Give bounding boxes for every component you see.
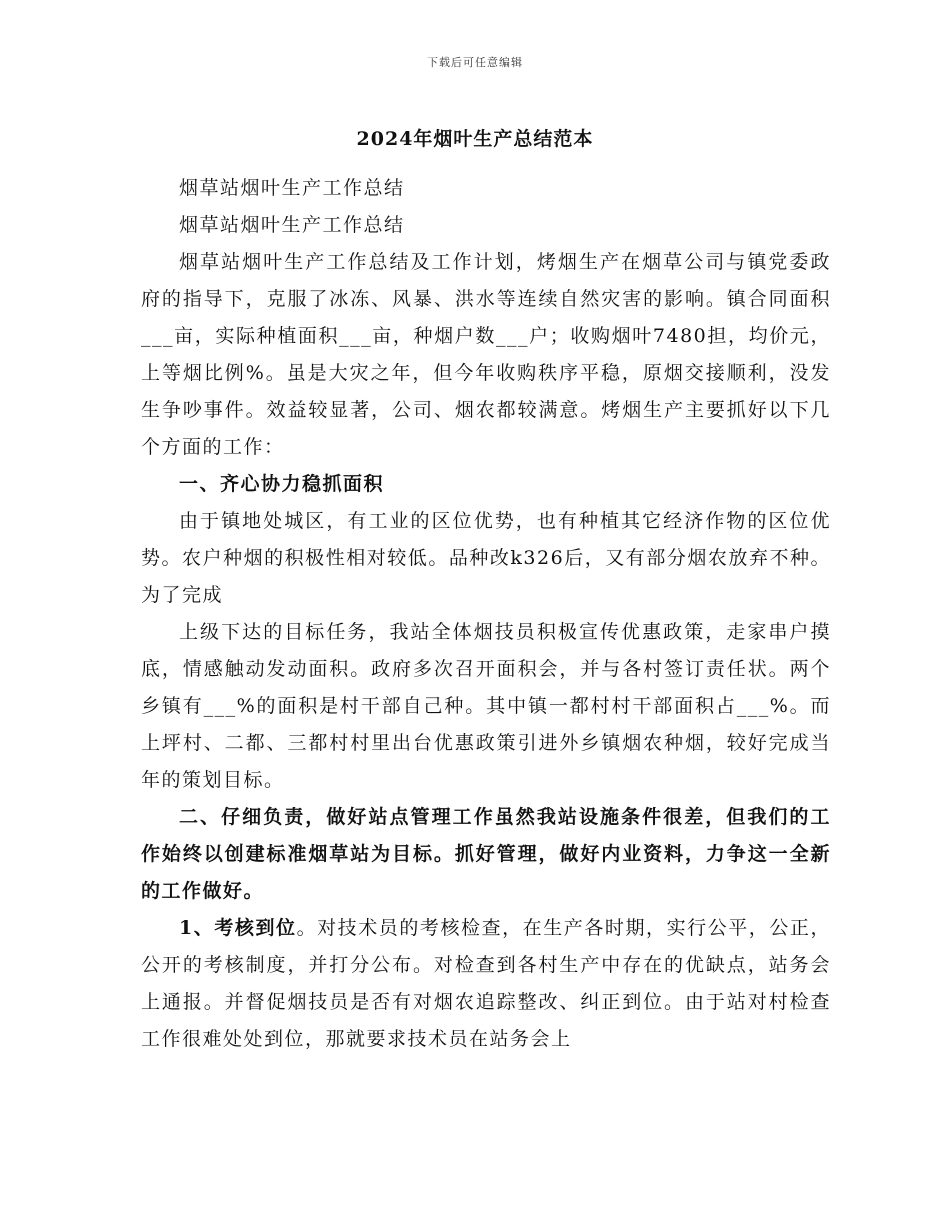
document-body xyxy=(141,170,831,1058)
body-paragraph: 上级下达的目标任务，我站全体烟技员积极宣传优惠政策，走家串户摸底，情感触动发动面积。政府多次召开面积会，并与各村签订责任状。两个乡镇有___%的面积是村干部自己种。其中镇一都村村干部面积占___%。而上坪村、二都、三都村村里出台优惠政策引进外乡镇烟农种烟，较好完成当年的策划目标。 xyxy=(141,621,831,791)
body-paragraph xyxy=(141,910,831,1058)
subsection-text: 。对技术员的考核检查，在生产各时期，实行公平，公正，公开的考核制度，并打分公布。对检查到各村生产中存在的优缺点，站务会上通报。并督促烟技员是否有对烟农追踪整改、纠正到位。由于站对村检查工作很难处处到位，那就要求技术员在站务会上 xyxy=(141,917,831,1050)
document-title: 2024年烟叶生产总结范本 xyxy=(356,128,594,150)
body-paragraph: 烟草站烟叶生产工作总结及工作计划，烤烟生产在烟草公司与镇党委政府的指导下，克服了冰冻、风暴、洪水等连续自然灾害的影响。镇合同面积___亩，实际种植面积___亩，种烟户数___户；收购烟叶7480担，均价元，上等烟比例%。虽是大灾之年，但今年收购秩序平稳，原烟交接顺利，没发生争吵事件。效益较显著，公司、烟农都较满意。烤烟生产主要抓好以下几个方面的工作： xyxy=(141,251,831,458)
section-heading: 二、仔细负责，做好站点管理工作虽然我站设施条件很差，但我们的工作始终以创建标准烟草站为目标。抓好管理，做好内业资料，力争这一全新的工作做好。 xyxy=(141,806,831,902)
section-heading: 一、齐心协力稳抓面积 xyxy=(179,473,385,495)
subtitle-line: 烟草站烟叶生产工作总结 xyxy=(179,177,405,199)
body-paragraph: 由于镇地处城区，有工业的区位优势，也有种植其它经济作物的区位优势。农户种烟的积极性相对较低。品种改k326后，又有部分烟农放弃不种。为了完成 xyxy=(141,510,831,606)
header-note: 下载后可任意编辑 xyxy=(427,56,523,69)
subtitle-line: 烟草站烟叶生产工作总结 xyxy=(179,214,405,236)
subsection-label: 1、考核到位 xyxy=(179,917,297,939)
